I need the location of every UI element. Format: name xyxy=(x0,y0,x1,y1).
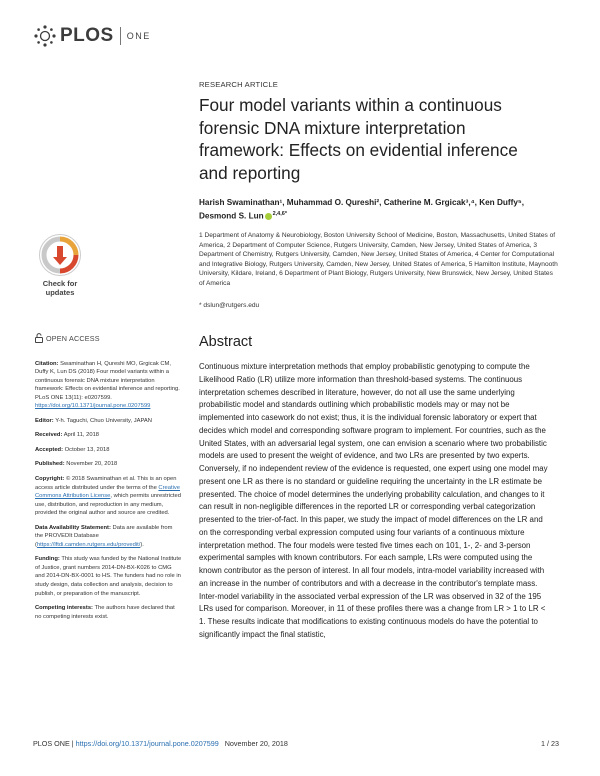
footer-journal: PLOS ONE xyxy=(33,739,70,748)
open-access-badge: OPEN ACCESS xyxy=(35,333,182,346)
abstract-heading: Abstract xyxy=(199,334,253,350)
page-number: 1 / 23 xyxy=(541,739,559,748)
footer-doi-link[interactable]: https://doi.org/10.1371/journal.pone.0207599 xyxy=(75,739,219,748)
authors-line-1: Harish Swaminathan¹, Muhammad O. Qureshi², Catherine M. Grgicak³,⁴, Ken Duffy⁵, xyxy=(199,198,524,207)
article-info-sidebar xyxy=(35,334,182,627)
journal-name: ONE xyxy=(126,31,151,41)
open-lock-icon xyxy=(35,333,43,346)
editor: Editor: Y-h. Taguchi, Chuo University, JAPAN xyxy=(35,417,152,424)
citation: Citation: Swaminathan H, Qureshi MO, Grgicak CM, Duffy K, Lun DS (2018) Four model variants within a continuous forensic DNA mixture interpretation framework: Effects on evidential inference and reporting. PLoS ONE 13(11): e0207599. https://doi.org/10.1371/journal.pone.0207599 xyxy=(35,360,180,410)
check-updates-label: Check for updates xyxy=(42,279,78,297)
provedit-link[interactable]: https://lftdi.camden.rutgers.edu/provedit/ xyxy=(36,541,141,548)
affiliations: 1 Department of Anatomy & Neurobiology, Boston University School of Medicine, Boston, Massachusetts, United States of America, 2 Department of Computer Science, Rutgers University, Camden, New Jersey, United States of America, 3 Department of Chemistry, Rutgers University, Camden, New Jersey, United States of America, 4 Center for Computational and Integrative Biology, Rutgers University, Camden, New Jersey, United States of America, 5 Hamilton Institute, Maynooth University, Kildare, Ireland, 6 Department of Plant Biology, Rutgers University, New Brunswick, New Jersey, United States of America xyxy=(199,232,558,287)
funding: Funding: This study was funded by the National Institute of Justice, grant numbers 2014-DN-BX-K026 to CMG and 2014-DN-BX-0001 to HS. The funders had no role in study design, data collection and analysis, decision to publish, or preparation of the manuscript. xyxy=(35,556,182,597)
logo-divider xyxy=(120,27,121,45)
accepted-date: Accepted: October 13, 2018 xyxy=(35,446,110,453)
page-footer xyxy=(33,739,288,748)
license-link[interactable]: Creative Commons Attribution License xyxy=(35,484,181,500)
abstract-text: Continuous mixture interpretation methods that employ probabilistic genotyping to compute the Likelihood Ratio (LR) utilize more information than threshold-based systems. The continuous interpretation schemes described in literature, however, do not all use the same underlying probabilistic model and standards outlining which probabilistic models may or may not be implemented into casework do not exist; thus, it is the individual forensic laboratory or expert that decides which model and corresponding software program to implement. For countries, such as the United States, with an adversarial legal system, one can envision a scenario where two probabilistic models are used to present the weight of evidence, and two LRs are presented by two experts. Conversely, if no independent review of the evidence is requested, one expert using one model may present one LR as there is no standard or guideline requiring the uncertainty in the LR estimate be presented. The choice of model determines the underlying probability calculation, and changes to it can result in non-negligible differences in the reported LR or corresponding verbal categorization presented to the trier-of-fact. In this paper, we study the impact of model differences on the LR and on the corresponding verbal expression computed using four variants of a continuous mixture interpretation method. The four models were tested five times each on 101, 1-, 2- and 3-person experimental samples with known contributors. For each sample, LRs were computed using the known contributor as the person of interest. In all four models, intra-model variability increased with an increase in the number of contributors and with a decrease in the contributor's template mass. Inter-model variability in the associated verbal expression of the LR was observed in 32 of the 195 LRs used for comparison. Moreover, in 11 of these profiles there was a change from LR > 1 to LR < 1. These results indicate that modifications to existing continuous models do have the potential to significantly impact the final statistic, xyxy=(199,362,548,639)
published-date: Published: November 20, 2018 xyxy=(35,461,118,468)
author-list xyxy=(199,197,544,222)
data-availability: Data Availability Statement: Data are available from the PROVEDIt Database (https://lftdi.camden.rutgers.edu/provedit/). xyxy=(35,524,173,548)
article-title: Four model variants within a continuous forensic DNA mixture interpretation framework: Effects on evidential inference and reporting xyxy=(199,95,518,183)
orcid-icon[interactable] xyxy=(265,213,272,220)
copyright: Copyright: © 2018 Swaminathan et al. This is an open access article distributed under the terms of the Creative Commons Attribution License, which permits unrestricted use, distribution, and reproduction in any medium, provided the original author and source are credited. xyxy=(35,476,181,517)
check-updates-icon xyxy=(39,234,81,276)
footer-separator: | xyxy=(71,739,74,748)
authors-line-2: Desmond S. Lun $^{2,4,6*}$ xyxy=(199,210,287,221)
plos-wordmark: PLOS xyxy=(60,25,114,46)
received-date: Received: April 11, 2018 xyxy=(35,432,100,439)
check-for-updates-badge[interactable] xyxy=(33,234,87,297)
plos-one-logo xyxy=(33,24,151,48)
competing-interests: Competing interests: The authors have declared that no competing interests exist. xyxy=(35,605,175,620)
citation-doi-link[interactable]: https://doi.org/10.1371/journal.pone.0207599 xyxy=(35,403,151,410)
footer-date: November 20, 2018 xyxy=(224,739,288,748)
plos-flower-icon xyxy=(33,24,57,48)
article-type: RESEARCH ARTICLE xyxy=(199,80,279,89)
corresponding-email[interactable]: * dslun@rutgers.edu xyxy=(199,302,260,309)
